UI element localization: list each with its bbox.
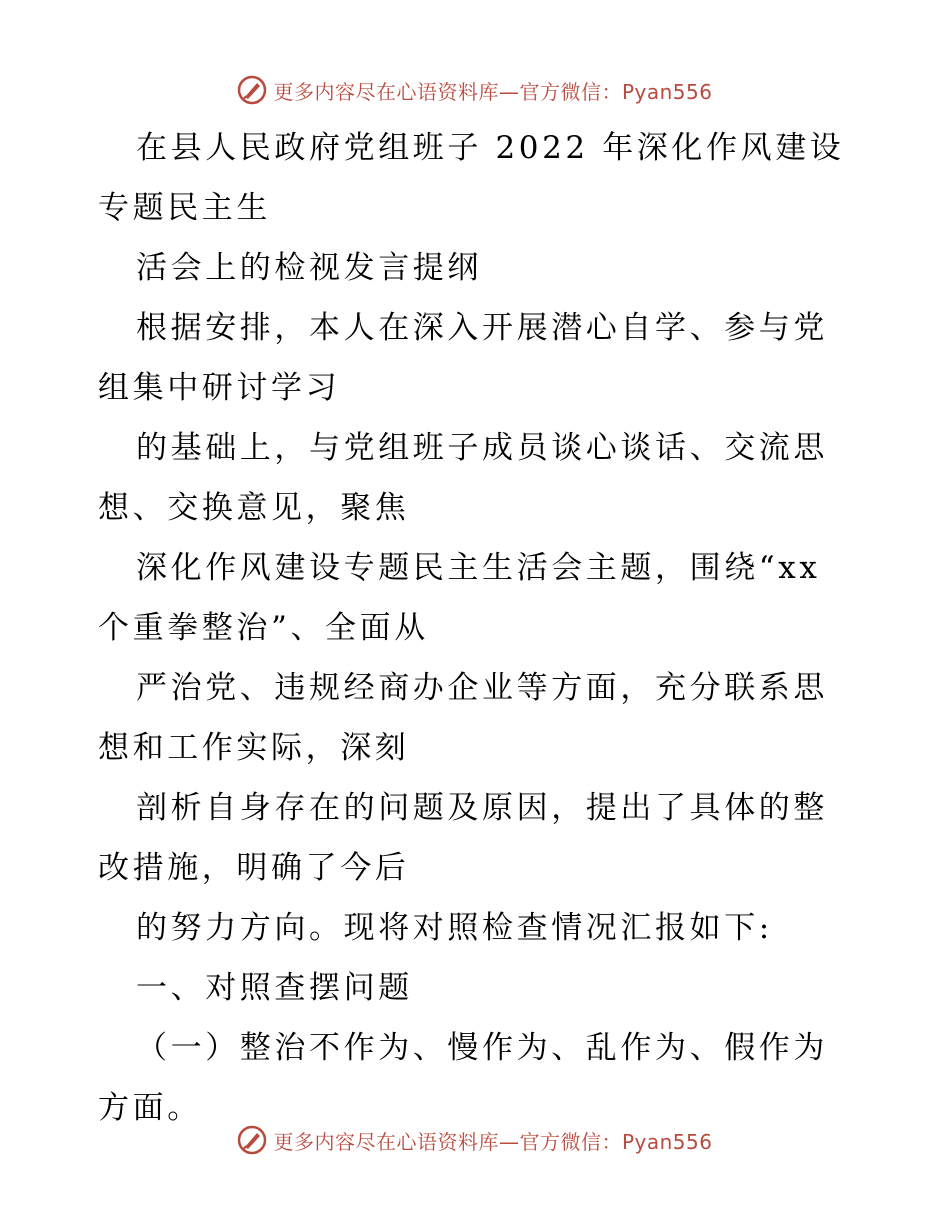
document-body [98, 118, 858, 1138]
body-paragraph: 严治党、违规经商办企业等方面，充分联系思想和工作实际，深刻 [98, 670, 828, 766]
section-heading: 一、对照查摆问题 [136, 970, 413, 1006]
quill-logo-icon [237, 1125, 267, 1155]
body-paragraph: 深化作风建设专题民主生活会主题，围绕“xx 个重拳整治”、全面从 [98, 550, 821, 646]
title-line-1: 在县人民政府党组班子 2022 年深化作风建设专题民主生 [98, 130, 845, 226]
header-banner-text: 更多内容尽在心语资料库—官方微信：Pyan556 [273, 79, 713, 104]
body-paragraph: 剖析自身存在的问题及原因，提出了具体的整改措施，明确了今后 [98, 790, 828, 886]
body-paragraph: 根据安排，本人在深入开展潜心自学、参与党组集中研讨学习 [98, 310, 828, 406]
body-paragraph: 的基础上，与党组班子成员谈心谈话、交流思想、交换意见，聚焦 [98, 430, 828, 526]
header-banner [0, 70, 950, 110]
quill-logo-icon [237, 75, 267, 105]
subsection-heading: （一）整治不作为、慢作为、乱作为、假作为方面。 [98, 1030, 828, 1126]
body-paragraph: 的努力方向。现将对照检查情况汇报如下: [136, 910, 773, 946]
footer-banner [0, 1120, 950, 1160]
title-line-2: 活会上的检视发言提纲 [136, 250, 482, 286]
footer-banner-text: 更多内容尽在心语资料库—官方微信：Pyan556 [273, 1129, 713, 1154]
